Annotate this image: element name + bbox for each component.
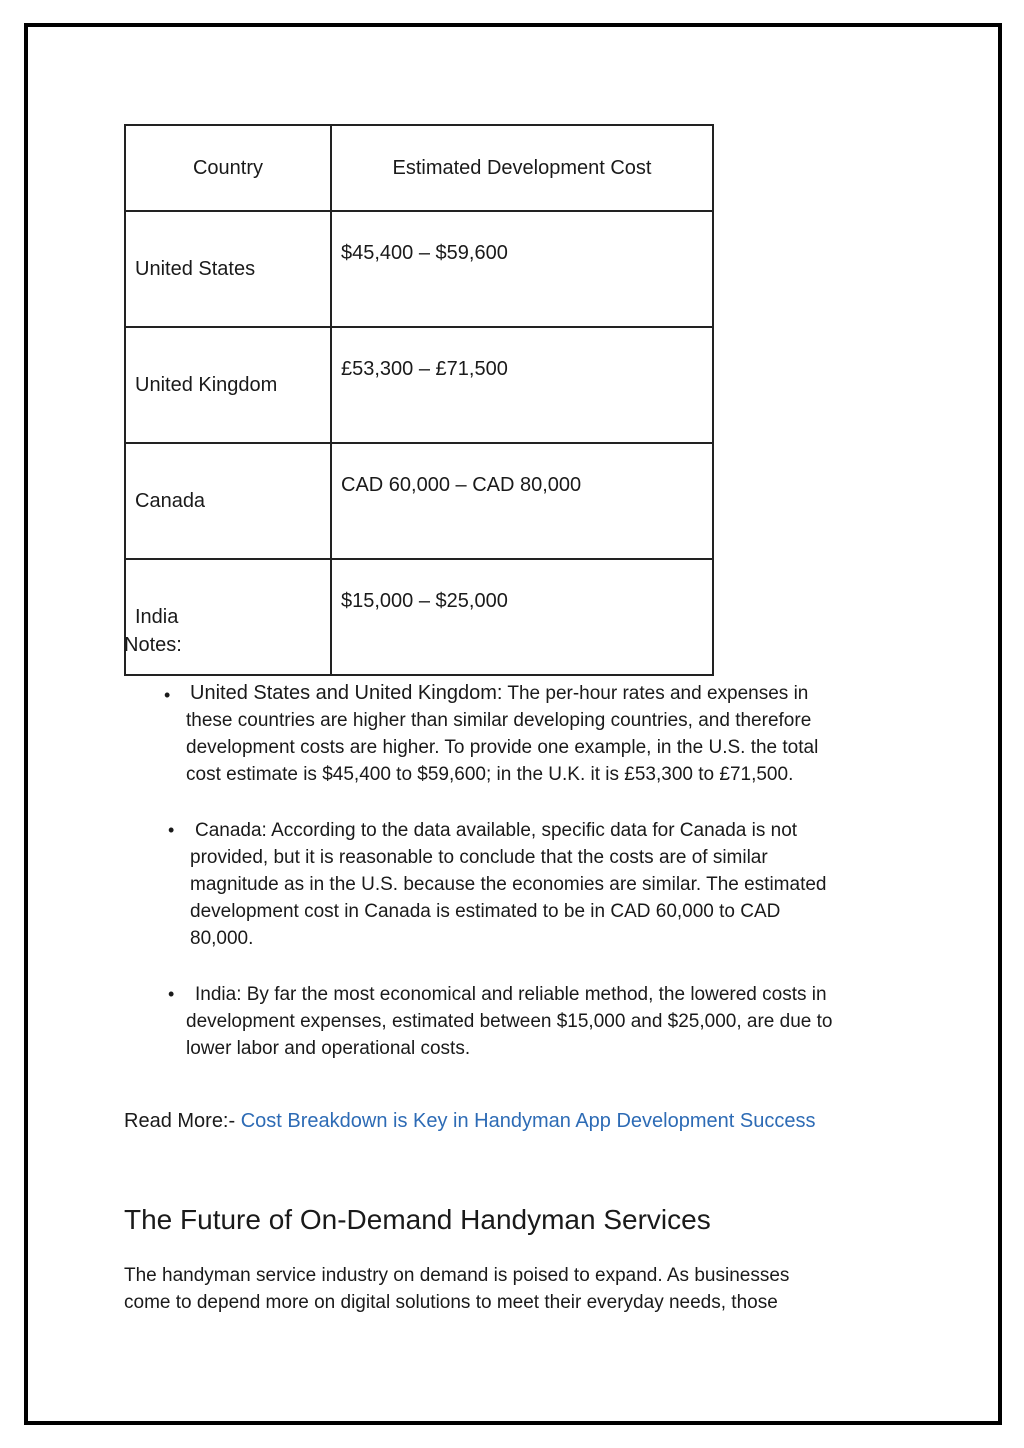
note-line: these countries are higher than similar developing countries, and therefore <box>186 710 812 731</box>
read-more-prefix: Read More:- <box>124 1110 236 1132</box>
section-paragraph <box>124 1262 864 1316</box>
table-row <box>125 559 713 675</box>
note-line: cost estimate is $45,400 to $59,600; in the U.K. it is £53,300 to £71,500. <box>186 764 794 785</box>
note-line: 80,000. <box>190 928 254 949</box>
table-header-row <box>125 125 713 211</box>
header-country: Country <box>125 125 331 211</box>
cost-cell: $15,000 – $25,000 <box>331 559 713 675</box>
note-line <box>186 680 906 707</box>
note-line: development cost in Canada is estimated to be in CAD 60,000 to CAD <box>190 901 781 922</box>
note-line: India: By far the most economical and reliable method, the lowered costs in <box>195 984 827 1005</box>
bullet-icon: • <box>164 685 171 705</box>
cost-cell: $45,400 – $59,600 <box>331 211 713 327</box>
cost-cell: £53,300 – £71,500 <box>331 327 713 443</box>
table-row <box>125 443 713 559</box>
country-cell: United States <box>125 211 331 327</box>
country-cell: Canada <box>125 443 331 559</box>
bullet-icon: • <box>168 820 175 840</box>
table-row <box>125 327 713 443</box>
note-india <box>168 981 916 1062</box>
note-us-uk <box>164 680 906 788</box>
paragraph-line: The handyman service industry on demand is poised to expand. As businesses <box>124 1265 790 1286</box>
header-cost: Estimated Development Cost <box>331 125 713 211</box>
note-canada <box>168 817 910 952</box>
country-cell: United Kingdom <box>125 327 331 443</box>
note-line: Canada: According to the data available, specific data for Canada is not <box>195 820 798 841</box>
note-lead: United States and United Kingdom: <box>190 682 503 704</box>
table-row <box>125 211 713 327</box>
country-cell: India <box>125 559 331 675</box>
cost-table <box>124 124 714 676</box>
note-line: development expenses, estimated between $15,000 and $25,000, are due to <box>186 1011 833 1032</box>
cost-cell: CAD 60,000 – CAD 80,000 <box>331 443 713 559</box>
read-more-link[interactable]: Cost Breakdown is Key in Handyman App Development Success <box>240 1110 816 1132</box>
read-more <box>124 1110 815 1133</box>
bullet-icon: • <box>168 984 175 1004</box>
paragraph-line: come to depend more on digital solutions to meet their everyday needs, those <box>124 1292 778 1313</box>
note-line: lower labor and operational costs. <box>186 1038 471 1059</box>
section-heading: The Future of On-Demand Handyman Services <box>124 1204 711 1235</box>
note-text: The per-hour rates and expenses in <box>507 683 809 704</box>
note-line: provided, but it is reasonable to conclude that the costs are of similar <box>190 847 768 868</box>
note-line: magnitude as in the U.S. because the economies are similar. The estimated <box>190 874 827 895</box>
note-line: development costs are higher. To provide one example, in the U.S. the total <box>186 737 819 758</box>
notes-label: Notes: <box>124 634 182 656</box>
